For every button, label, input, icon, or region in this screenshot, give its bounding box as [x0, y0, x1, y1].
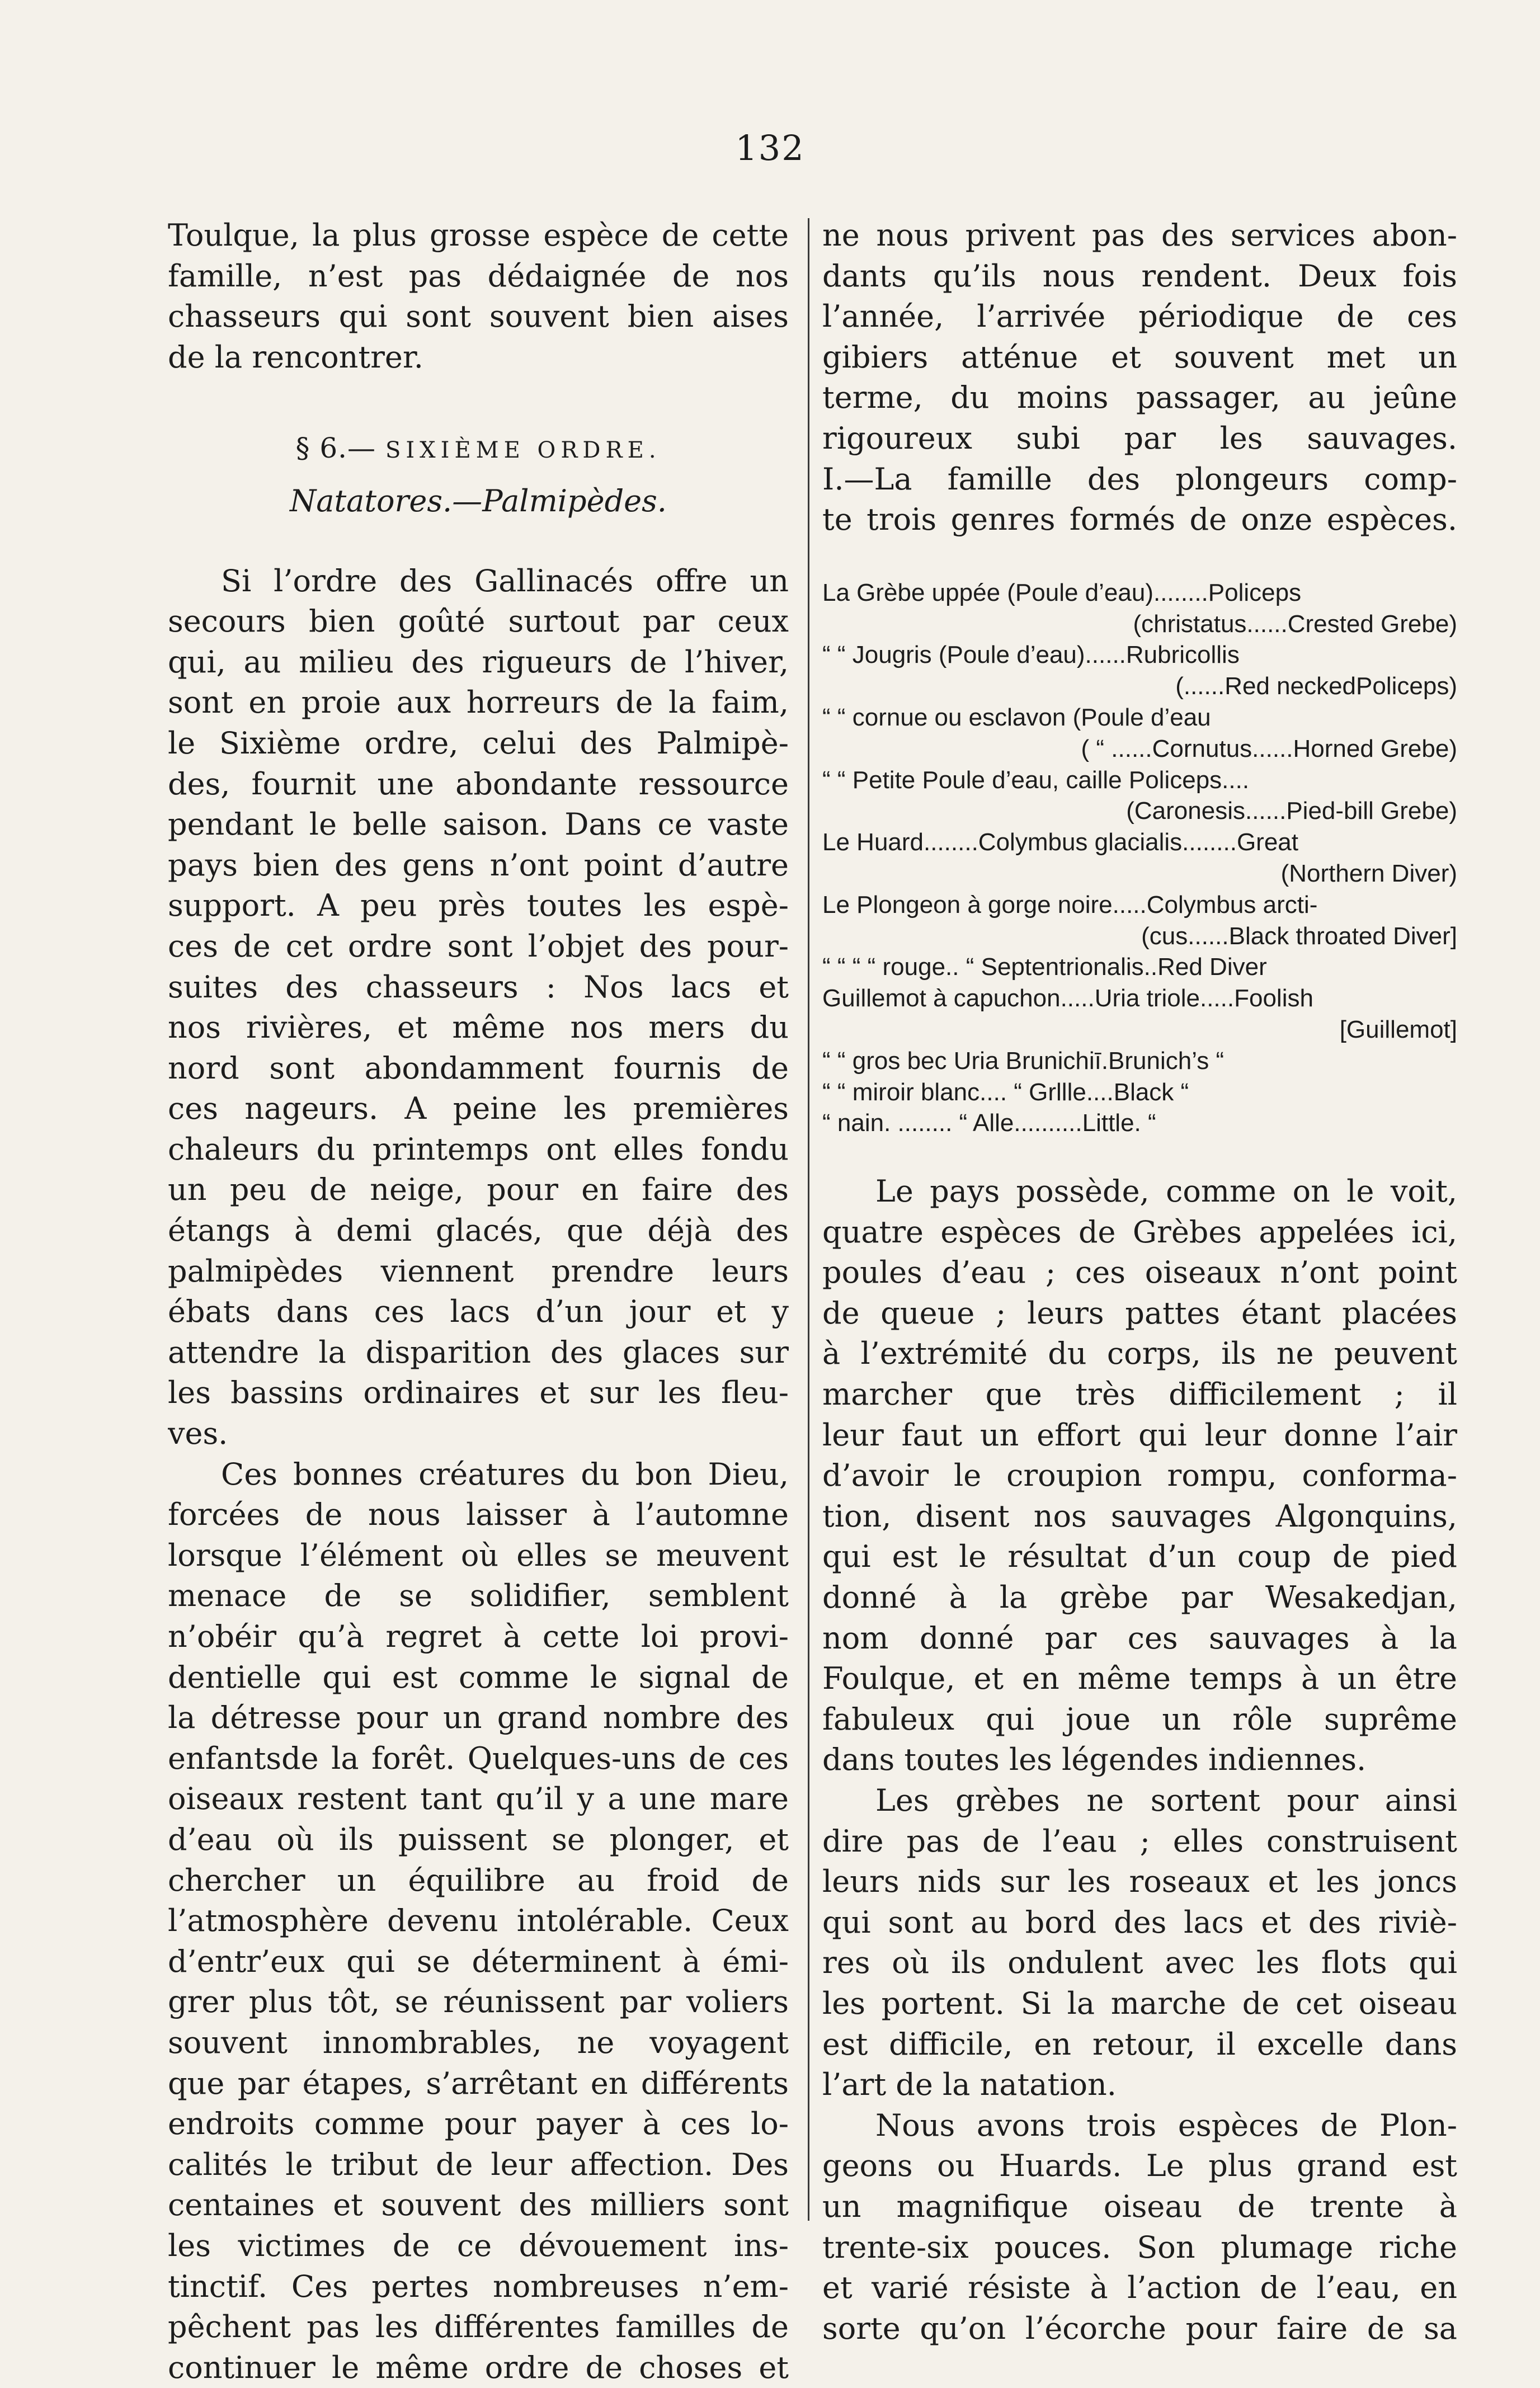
text-line: Foulque, et en même temps à un être [822, 1661, 1457, 1697]
text-line: le Sixième ordre, celui des Palmipè- [168, 725, 789, 761]
section-subheading: Natatores.—Palmipèdes. [290, 483, 667, 519]
text-line: l’atmosphère devenu intolérable. Ceux [168, 1903, 789, 1939]
text-line: oiseaux restent tant qu’il y a une mare [168, 1781, 789, 1817]
text-line: les victimes de ce dévouement ins- [168, 2227, 789, 2263]
text-line: Le pays possède, comme on le voit, [875, 1174, 1457, 1209]
text-line: qui sont au bord des lacs et des riviè- [822, 1904, 1457, 1940]
text-line: trente-six pouces. Son plumage riche [822, 2229, 1457, 2265]
text-line: support. A peu près toutes les espè- [168, 888, 789, 924]
text-line: qui, au milieu des rigueurs de l’hiver, [168, 644, 789, 680]
text-line: un magnifique oiseau de trente à [822, 2188, 1457, 2224]
text-line: d’eau où ils puissent se plonger, et [168, 1821, 789, 1857]
text-line: Si l’ordre des Gallinacés offre un [221, 563, 789, 599]
text-line: I.—La famille des plongeurs comp- [822, 461, 1457, 497]
section-number: § 6.— [295, 432, 376, 465]
text-line: d’entr’eux qui se déterminent à émi- [168, 1943, 789, 1979]
text-line: tinctif. Ces pertes nombreuses n’em- [168, 2268, 789, 2304]
text-line: famille, n’est pas dédaignée de nos [168, 258, 789, 294]
text-line: pays bien des gens n’ont point d’autre [168, 847, 789, 883]
text-line: forcées de nous laisser à l’automne [168, 1497, 789, 1533]
text-line: poules d’eau ; ces oiseaux n’ont point [822, 1255, 1457, 1290]
text-line: secours bien goûté surtout par ceux [168, 604, 789, 639]
text-line: la détresse pour un grand nombre des [168, 1700, 789, 1736]
text-line: palmipèdes viennent prendre leurs [168, 1253, 789, 1289]
paragraph [822, 1171, 1457, 1781]
left-column [168, 215, 789, 2388]
text-line: Les grèbes ne sortent pour ainsi [875, 1783, 1457, 1818]
text-line: enfantsde la forêt. Quelques-uns de ces [168, 1740, 789, 1776]
text-line: Ces bonnes créatures du bon Dieu, [221, 1456, 789, 1492]
catalog-entry: “ “ gros bec Uria Brunichiī.Brunich’s “ [822, 1047, 1225, 1075]
text-line: lorsque l’élément où elles se meuvent [168, 1537, 789, 1573]
text-line: ces de cet ordre sont l’objet des pour- [168, 928, 789, 964]
text-line: leurs nids sur les roseaux et les joncs [822, 1864, 1457, 1900]
text-line: attendre la disparition des glaces sur [168, 1334, 789, 1370]
text-line: ébats dans ces lacs d’un jour et y [168, 1294, 789, 1330]
section-heading [168, 428, 789, 471]
text-line: chaleurs du printemps ont elles fondu [168, 1131, 789, 1167]
page-number: 132 [735, 128, 805, 168]
text-line: ne nous privent pas des services abon- [822, 218, 1457, 253]
text-line: fabuleux qui joue un rôle suprême [822, 1701, 1457, 1737]
text-line: dire pas de l’eau ; elles construisent [822, 1823, 1457, 1859]
right-column [822, 215, 1457, 2349]
text-line: marcher que très difficilement ; il [822, 1377, 1457, 1412]
catalog-entry: La Grèbe uppée (Poule d’eau)........Policeps [822, 578, 1302, 606]
text-line: Toulque, la plus grosse espèce de cette [168, 218, 789, 253]
text-line: continuer le même ordre de choses et [168, 2349, 789, 2385]
text-line: l’année, l’arrivée périodique de ces [822, 299, 1457, 335]
text-line: grer plus tôt, se réunissent par voliers [168, 1984, 789, 2020]
text-line: pêchent pas les différentes familles de [168, 2309, 789, 2345]
text-line: ves. [168, 1416, 228, 1452]
section-title: SIXIÈME ORDRE. [385, 437, 661, 464]
text-line: pendant le belle saison. Dans ce vaste [168, 807, 789, 842]
catalog-continuation: (Caronesis......Pied-bill Grebe) [1126, 797, 1457, 825]
text-line: l’art de la natation. [822, 2067, 1117, 2103]
text-line: étangs à demi glacés, que déjà des [168, 1213, 789, 1249]
catalog-entry: Guillemot à capuchon.....Uria triole.....Foolish [822, 985, 1313, 1012]
text-line: des, fournit une abondante ressource [168, 766, 789, 802]
text-line: dentielle qui est comme le signal de [168, 1659, 789, 1695]
text-line: de queue ; leurs pattes étant placées [822, 1295, 1457, 1331]
text-line: que par étapes, s’arrêtant en différents [168, 2065, 789, 2101]
text-line: gibiers atténue et souvent met un [822, 339, 1457, 375]
catalog-continuation: (Northern Diver) [1280, 859, 1457, 887]
text-line: centaines et souvent des milliers sont [168, 2187, 789, 2223]
catalog-entry: Le Huard........Colymbus glacialis........Great [822, 828, 1298, 856]
text-line: endroits comme pour payer à ces lo- [168, 2106, 789, 2142]
catalog-continuation: (christatus......Crested Grebe) [1133, 610, 1457, 638]
paragraph [822, 1781, 1457, 2106]
text-line: tion, disent nos sauvages Algonquins, [822, 1498, 1457, 1534]
text-line: chercher un équilibre au froid de [168, 1862, 789, 1898]
text-line: souvent innombrables, ne voyagent [168, 2024, 789, 2060]
catalog-continuation: ( “ ......Cornutus......Horned Grebe) [1081, 734, 1457, 762]
text-line: est difficile, en retour, il excelle dans [822, 2026, 1457, 2062]
catalog-continuation: [Guillemot] [1339, 1015, 1457, 1043]
species-catalog [822, 577, 1457, 1139]
text-line: dants qu’ils nous rendent. Deux fois [822, 258, 1457, 294]
text-line: donné à la grèbe par Wesakedjan, [822, 1580, 1457, 1615]
text-line: nord sont abondamment fournis de [168, 1050, 789, 1086]
column-divider [808, 218, 809, 2221]
text-line: et varié résiste à l’action de l’eau, en [822, 2270, 1457, 2306]
text-line: menace de se solidifier, semblent [168, 1578, 789, 1614]
text-line: geons ou Huards. Le plus grand est [822, 2148, 1457, 2184]
catalog-entry: “ “ miroir blanc.... “ Grllle....Black “ [822, 1078, 1189, 1106]
text-line: res où ils ondulent avec les flots qui [822, 1945, 1457, 1981]
text-line: terme, du moins passager, au jeûne [822, 380, 1457, 416]
text-line: les portent. Si la marche de cet oiseau [822, 1985, 1457, 2021]
text-line: Nous avons trois espèces de Plon- [875, 2107, 1457, 2143]
catalog-continuation: (......Red neckedPoliceps) [1175, 672, 1457, 700]
text-line: à l’extrémité du corps, ils ne peuvent [822, 1336, 1457, 1372]
catalog-entry: “ “ “ “ rouge.. “ Septentrionalis..Red Diver [822, 953, 1267, 981]
text-line: calités le tribut de leur affection. Des [168, 2146, 789, 2182]
text-line: d’avoir le croupion rompu, conforma- [822, 1458, 1457, 1494]
catalog-entry: Le Plongeon à gorge noire.....Colymbus arcti- [822, 891, 1318, 919]
text-line: quatre espèces de Grèbes appelées ici, [822, 1214, 1457, 1250]
catalog-entry: “ “ Petite Poule d’eau, caille Policeps.... [822, 766, 1250, 794]
text-line: rigoureux subi par les sauvages. [822, 420, 1457, 456]
text-line: dans toutes les légendes indiennes. [822, 1742, 1367, 1778]
catalog-entry: “ “ cornue ou esclavon (Poule d’eau [822, 703, 1211, 731]
text-line: sont en proie aux horreurs de la faim, [168, 685, 789, 720]
text-line: de la rencontrer. [168, 339, 423, 375]
text-line: te trois genres formés de onze espèces. [822, 502, 1457, 538]
catalog-continuation: (cus......Black throated Diver] [1141, 922, 1457, 950]
text-line: qui est le résultat d’un coup de pied [822, 1539, 1457, 1575]
text-line: nos rivières, et même nos mers du [168, 1010, 789, 1045]
text-line: sorte qu’on l’écorche pour faire de sa [822, 2310, 1457, 2346]
text-line: leur faut un effort qui leur donne l’air [822, 1417, 1457, 1453]
text-line: n’obéir qu’à regret à cette loi provi- [168, 1619, 789, 1654]
text-line: suites des chasseurs : Nos lacs et [168, 969, 789, 1005]
text-line: nom donné par ces sauvages à la [822, 1620, 1457, 1656]
text-line: les bassins ordinaires et sur les fleu- [168, 1375, 789, 1411]
paragraph [168, 1454, 789, 2388]
intro-paragraph [822, 215, 1457, 540]
paragraph [822, 2106, 1457, 2349]
text-line: ces nageurs. A peine les premières [168, 1091, 789, 1127]
catalog-entry: “ “ Jougris (Poule d’eau)......Rubricollis [822, 641, 1240, 669]
text-line: chasseurs qui sont souvent bien aises [168, 299, 789, 335]
intro-paragraph [168, 215, 789, 378]
text-line: un peu de neige, pour en faire des [168, 1172, 789, 1208]
paragraph [168, 561, 789, 1454]
catalog-entry: “ nain. ........ “ Alle..........Little. “ [822, 1109, 1156, 1137]
